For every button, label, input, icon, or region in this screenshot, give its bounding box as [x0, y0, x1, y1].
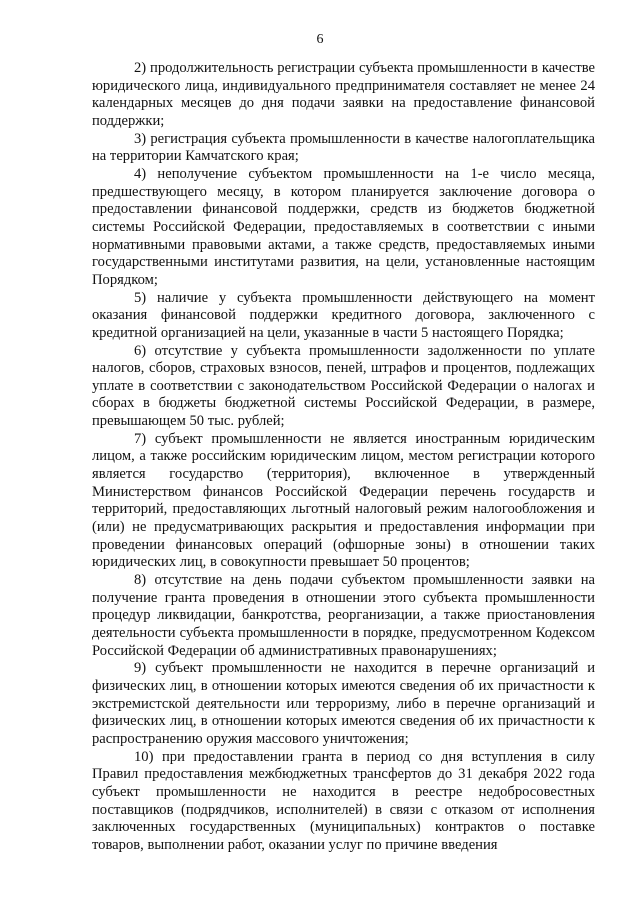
paragraph-item-5: 5) наличие у субъекта промышленности действующего на момент оказания финансовой поддержки кредитного договора, заключенного с кредитной организацией на цели, указанные в части 5 настоящего Порядка;	[92, 289, 595, 341]
document-body	[92, 60, 595, 855]
paragraph-item-10: 10) при предоставлении гранта в период со дня вступления в силу Правил предоставления межбюджетных трансфертов до 31 декабря 2022 года субъект промышленности не находится в реестре недобросовестных поставщиков (подрядчиков, исполнителей) в связи с отказом от исполнения заключенных государственных (муниципальных) контрактов о поставке товаров, выполнении работ, оказании услуг по причине введения	[92, 748, 595, 853]
paragraph-item-3: 3) регистрация субъекта промышленности в качестве налогоплательщика на территории Камчатского края;	[92, 130, 595, 165]
paragraph-item-6: 6) отсутствие у субъекта промышленности задолженности по уплате налогов, сборов, страховых взносов, пеней, штрафов и процентов, подлежащих уплате в соответствии с законодательством Российской Федерации о налогах и сборах в бюджеты бюджетной системы Российской Федерации, в размере, превышающем 50 тыс. рублей;	[92, 342, 595, 430]
paragraph-item-2: 2) продолжительность регистрации субъекта промышленности в качестве юридического лица, индивидуального предпринимателя составляет не менее 24 календарных месяцев до дня подачи заявки на предоставление финансовой поддержки;	[92, 60, 595, 129]
paragraph-item-8: 8) отсутствие на день подачи субъектом промышленности заявки на получение гранта проведения в отношении этого субъекта промышленности процедур ликвидации, банкротства, реорганизации, а также приостановления деятельности субъекта промышленности в порядке, предусмотренном Кодексом Российской Федерации об административных правонарушениях;	[92, 572, 595, 659]
paragraph-item-9: 9) субъект промышленности не находится в перечне организаций и физических лиц, в отношении которых имеются сведения об их причастности к экстремистской деятельности или терроризму, либо в перечне организаций и физических лиц, в отношении которых имеются сведения об их причастности к распространению оружия массового уничтожения;	[92, 660, 595, 747]
page-number: 6	[316, 32, 324, 47]
paragraph-item-4: 4) неполучение субъектом промышленности на 1-е число месяца, предшествующего месяцу, в котором планируется заключение договора о предоставлении финансовой поддержки, средств из бюджетов бюджетной системы Российской Федерации, предоставляемых в соответствии с иными нормативными правовыми актами, а также средств, предоставляемых иными государственными институтами развития, на цели, установленные настоящим Порядком;	[92, 165, 595, 288]
paragraph-item-7: 7) субъект промышленности не является иностранным юридическим лицом, а также российским юридическим лицом, местом регистрации которого является государство (территория), включенное в утвержденный Министерством финансов Российской Федерации перечень государств и территорий, предоставляющих льготный налоговый режим налогообложения и (или) не предусматривающих раскрытия и предоставления информации при проведении финансовых операций (офшорные зоны) в отношении таких юридических лиц, в совокупности превышает 50 процентов;	[92, 430, 595, 571]
